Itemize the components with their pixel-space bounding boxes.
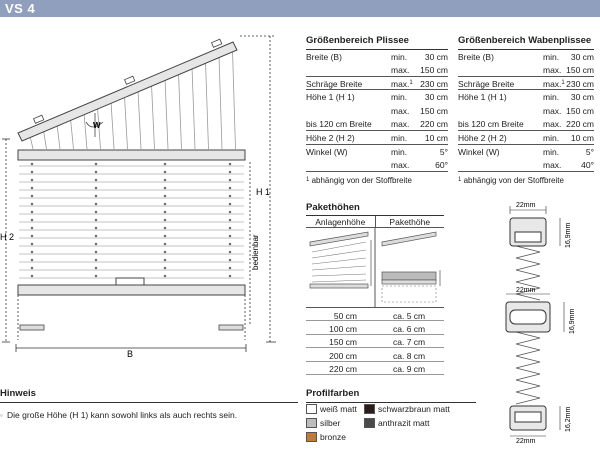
cord-dot [31,179,33,181]
cord-dot [229,259,231,261]
width-label: B [127,349,134,359]
spec-value: 230 cm [420,78,448,89]
pleat-line [57,124,60,149]
profile-colors-title: Profilfarben [306,388,476,403]
cord-dot [229,187,231,189]
spec-qualifier: max. [391,160,410,171]
cord-dot [164,187,166,189]
cord-dot [164,275,166,277]
cord-dot [95,187,97,189]
cord-dot [164,203,166,205]
spec-value: 10 cm [424,133,448,144]
spec-row [306,77,448,91]
footnote-mark: 1 [561,79,565,86]
spec-value: 5° [439,146,448,157]
cord-dot [164,163,166,165]
lower-pleats [19,163,244,278]
footnote-text: abhängig von der Stoffbreite [311,175,412,185]
spec-value: 220 cm [420,119,448,130]
bottom-fixing [219,325,243,330]
spec-label: Breite (B) [306,51,342,62]
footnote-mark: 1 [306,176,310,183]
cord-dot [229,179,231,181]
cord-dot [164,171,166,173]
pleat-line [152,84,155,149]
spec-qualifier: max.$^1$ [543,78,565,89]
cord-dot [31,187,33,189]
pleat-line [219,56,222,149]
cord-dot [95,179,97,181]
plissee-size-table [306,36,448,185]
table-row [306,335,444,348]
spec-label: Schräge Breite [306,78,363,89]
color-name: bronze [320,432,346,442]
cord-dot [95,267,97,269]
pleat-line [138,90,141,149]
spec-row [458,90,594,104]
cord-dot [164,227,166,229]
spec-label: Winkel (W) [458,146,500,157]
spec-row [458,50,594,64]
note-section [0,388,298,420]
pleat-line [179,73,182,149]
spec-qualifier: min. [543,51,560,62]
spec-qualifier: max. [543,160,562,171]
footnote-mark: 1 [409,79,413,86]
profile-cross-section [482,196,594,444]
cord-dot [31,259,33,261]
pleat-line [71,119,74,149]
spec-value: 150 cm [420,105,448,116]
swatch-box [364,418,375,428]
cord-dot [164,179,166,181]
package-illustration-graphic [306,228,444,308]
waben-size-table [458,36,594,185]
spec-value: 150 cm [566,65,594,76]
cord-dot [164,219,166,221]
pleat-line [44,130,47,149]
spec-row [306,50,448,64]
package-illustration [306,228,444,308]
cord-dot [229,275,231,277]
cord-dot [164,195,166,197]
bullet-icon: ◦ [0,410,4,420]
cord-dot [31,251,33,253]
cord-dot [95,227,97,229]
cord-dot [31,203,33,205]
spec-row [306,145,448,159]
bottom-fixing [20,325,44,330]
cord-dot [229,235,231,237]
waben-rows [458,50,594,172]
cord-dot [95,163,97,165]
package-height-cell: ca. 8 cm [393,350,426,361]
cord-dot [95,195,97,197]
spec-qualifier: min. [391,133,408,144]
cord-dot [229,243,231,245]
footnote [306,177,448,185]
plissee-table-title: Größenbereich Plissee [306,36,448,50]
spec-row [458,77,594,91]
slanted-top-rail [18,42,237,141]
spec-value: 230 cm [566,78,594,89]
table-row [306,321,444,334]
plissee-rows [306,50,448,172]
spec-row [458,104,594,118]
spec-row [306,63,448,77]
spec-qualifier: max. [391,65,410,76]
cord-dot [229,203,231,205]
spec-label: Schräge Breite [458,78,515,89]
pleat-line [84,113,87,149]
spec-value: 30 cm [570,92,594,103]
cord-dot [95,275,97,277]
cord-dot [229,171,231,173]
angle-label: W [93,121,101,130]
note-text: Die große Höhe (H 1) kann sowohl links als auch rechts sein. [7,410,238,420]
color-name: schwarzbraun matt [378,404,450,414]
cord-dot [229,195,231,197]
package-height-cell: ca. 6 cm [393,323,426,334]
profile-width-mid: 22mm [516,287,536,294]
system-height-cell: 200 cm [329,350,357,361]
pleat-line [192,67,195,149]
profile-height-top: 16,9mm [565,222,572,248]
cord-dot [164,235,166,237]
profile-rails [506,218,550,430]
spec-value: 10 cm [570,133,594,144]
pleat-line [125,96,128,149]
spec-label: Höhe 1 (H 1) [306,92,355,103]
color-name: anthrazit matt [378,418,430,428]
cord-dot [229,219,231,221]
profile-colors-section [306,388,476,442]
spec-row [306,158,448,172]
swatch-box [364,404,375,414]
sloped-pleats [30,50,236,149]
profile-height-mid: 16,9mm [569,308,576,334]
spec-qualifier: min. [391,146,408,157]
pleat-line [206,62,209,149]
spec-value: 150 cm [420,65,448,76]
color-swatch [306,404,357,414]
pleat-line [233,50,236,149]
middle-rail [18,150,245,160]
cord-dot [164,267,166,269]
operable-label: bedienbar [251,234,260,270]
spec-row [306,104,448,118]
cord-dot [229,227,231,229]
spec-value: 5° [585,146,594,157]
cord-dot [95,171,97,173]
swatch-box [306,404,317,414]
product-drawing [0,22,298,367]
cord-dot [31,227,33,229]
cord-dot [31,267,33,269]
cord-dot [31,163,33,165]
profile-width-bottom: 22mm [516,438,536,444]
spec-value: 220 cm [566,119,594,130]
swatch-box [306,432,317,442]
cord-dot [31,171,33,173]
footnote-text: abhängig von der Stoffbreite [463,175,564,185]
column-header-package-height: Pakethöhe [389,217,431,227]
waben-table-title: Größenbereich Wabenplissee [458,36,594,50]
color-swatch [364,404,450,414]
package-height-cell: ca. 7 cm [393,337,426,348]
profile-height-bottom: 16,2mm [565,406,572,432]
color-swatch [364,418,430,428]
spec-value: 40° [581,160,594,171]
system-height-cell: 50 cm [333,310,357,321]
spec-label: Höhe 2 (H 2) [458,133,507,144]
spec-label: Breite (B) [458,51,494,62]
cord-dot [95,235,97,237]
note-title: Hinweis [0,388,298,403]
cord-dot [31,195,33,197]
color-swatch [306,432,346,442]
page-title: VS 4 [5,1,36,16]
spec-label: bis 120 cm Breite [306,119,372,130]
spec-qualifier: max. [543,65,562,76]
cord-dot [31,275,33,277]
cord-dot [95,211,97,213]
spec-qualifier: min. [543,146,560,157]
system-height-cell: 100 cm [329,323,357,334]
spec-row [306,131,448,145]
cord-dot [229,251,231,253]
column-header-system-height: Anlagenhöhe [306,216,376,227]
cord-dot [164,259,166,261]
cord-dot [229,267,231,269]
spec-qualifier: min. [391,92,408,103]
package-height-table [306,202,444,375]
package-table-title: Pakethöhen [306,202,360,213]
cord-dot [95,219,97,221]
cord-dot [95,259,97,261]
spec-row [458,63,594,77]
swatch-box [306,418,317,428]
spec-qualifier: max. [391,119,410,130]
spec-value: 30 cm [570,51,594,62]
spec-label: Höhe 2 (H 2) [306,133,355,144]
cord-dot [31,243,33,245]
package-height-cell: ca. 5 cm [393,310,426,321]
table-row [306,362,444,375]
spec-qualifier: max. [543,105,562,116]
spec-value: 30 cm [424,92,448,103]
spec-row [306,117,448,131]
spec-qualifier: min. [543,133,560,144]
cord-dot [31,219,33,221]
spec-label: Höhe 1 (H 1) [458,92,507,103]
spec-row [458,145,594,159]
height2-label: H 2 [0,232,15,242]
cord-dot [95,251,97,253]
cord-dot [31,235,33,237]
cord-dot [164,251,166,253]
pleat-line [165,79,168,149]
spec-row [458,117,594,131]
spec-row [458,158,594,172]
spec-qualifier: min. [543,92,560,103]
spec-value: 60° [435,160,448,171]
color-name: weiß matt [320,404,357,414]
spec-label: bis 120 cm Breite [458,119,524,130]
spec-value: 30 cm [424,51,448,62]
system-height-cell: 150 cm [329,337,357,348]
cord-dot [95,243,97,245]
footnote-mark: 1 [458,176,462,183]
spec-label: Winkel (W) [306,146,348,157]
fabric-fold [516,332,540,404]
package-height-cell: ca. 9 cm [393,364,426,375]
package-table-header [306,215,444,228]
spec-qualifier: max.$^1$ [391,78,413,89]
pleat-line [111,102,114,149]
cord-dot [95,203,97,205]
profile-width-top: 22mm [516,202,536,209]
system-height-cell: 220 cm [329,364,357,375]
cord-dot [31,211,33,213]
cord-dot [229,163,231,165]
table-row [306,348,444,361]
spec-row [458,131,594,145]
note-text-row [0,410,298,420]
cord-dot [164,211,166,213]
bottom-rail [18,285,245,295]
spec-qualifier: max. [391,105,410,116]
table-row [306,308,444,321]
cord-dot [164,243,166,245]
cord-dot [229,211,231,213]
color-name: silber [320,418,341,428]
height1-label: H 1 [256,187,271,197]
spec-qualifier: max. [543,119,562,130]
package-rows [306,308,444,375]
color-swatch [306,418,340,428]
spec-row [306,90,448,104]
footnote [458,177,594,185]
spec-value: 150 cm [566,105,594,116]
title-banner [0,0,600,17]
spec-qualifier: min. [391,51,408,62]
